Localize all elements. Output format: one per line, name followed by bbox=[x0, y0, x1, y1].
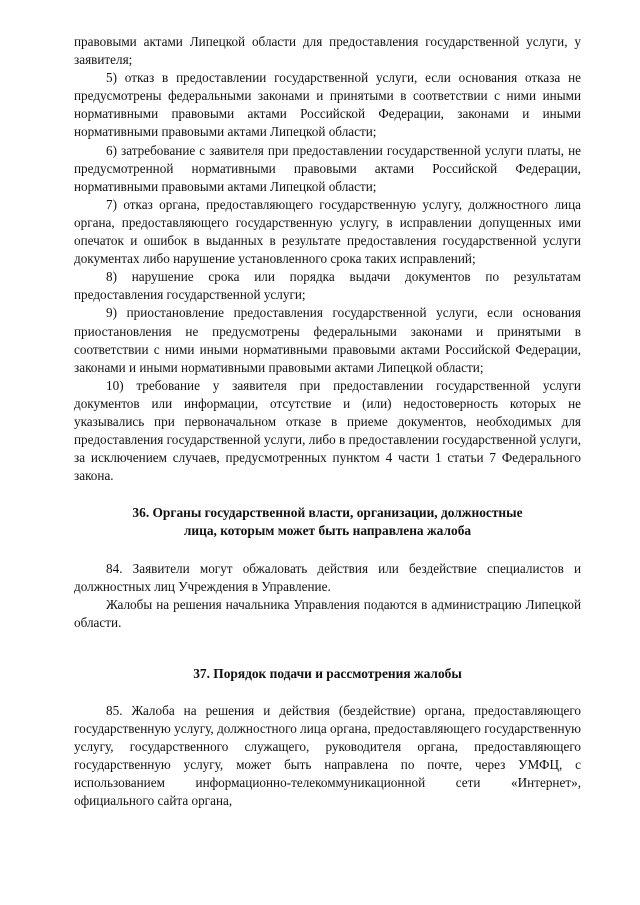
section-36-heading bbox=[74, 504, 581, 540]
paragraph-item-10: 10) требование у заявителя при предоставлении государственной услуги документов или информации, отсутствие и (или) недостоверность которых не указывались при первоначальном отказе в приеме документов, необходимых для предоставления государственной услуги, либо в предоставлении государственной услуги, за исключением случаев, предусмотренных пунктом 4 части 1 статьи 7 Федерального закона. bbox=[74, 377, 581, 484]
paragraph-item-9: 9) приостановление предоставления государственной услуги, если основания приостановления не предусмотрены федеральными законами и принятыми в соответствии с ними иными нормативными правовыми актами Российской Федерации, законами и иными нормативными правовыми актами Липецкой области; bbox=[74, 305, 581, 375]
paragraph-item-5: 5) отказ в предоставлении государственной услуги, если основания отказа не предусмотрены федеральными законами и принятыми в соответствии с ними иными нормативными правовыми актами Российской Федерации, законами и иными нормативными правовыми актами Липецкой области; bbox=[74, 70, 581, 140]
paragraph-item-8: 8) нарушение срока или порядка выдачи документов по результатам предоставления государственной услуги; bbox=[74, 269, 581, 303]
section-37-heading: 37. Порядок подачи и рассмотрения жалобы bbox=[193, 665, 462, 681]
section-36-title-line2: лица, которым может быть направлена жалоба bbox=[183, 523, 472, 539]
paragraph-item-7: 7) отказ органа, предоставляющего государственную услугу, должностного лица органа, предоставляющего государственную услугу, в исправлении допущенных ими опечаток и ошибок в выданных в результате предоставления государственной услуги документах либо нарушение установленного срока таких исправлений; bbox=[74, 196, 581, 267]
paragraph-item-6: 6) затребование с заявителя при предоставлении государственной услуги платы, не предусмотренной нормативными правовыми актами Российской Федерации, нормативными правовыми актами Липецкой области; bbox=[74, 142, 581, 194]
paragraph-84: 84. Заявители могут обжаловать действия или бездействие специалистов и должностных лиц Учреждения в Управление. bbox=[74, 560, 581, 594]
document-page bbox=[74, 33, 581, 811]
paragraph-complaints: Жалобы на решения начальника Управления подаются в администрацию Липецкой области. bbox=[74, 596, 581, 630]
section-36-title-line1: 36. Органы государственной власти, организации, должностные bbox=[132, 505, 523, 521]
paragraph-85: 85. Жалоба на решения и действия (бездействие) органа, предоставляющего государственную услугу, должностного лица органа, предоставляющего государственную услугу, государственного служащего, руководителя органа, предоставляющего государственную услугу, может быть направлена по почте, через УМФЦ, с использованием информационно-телекоммуникационной сети «Интернет», официального сайта органа, bbox=[74, 703, 581, 809]
paragraph-continuation: правовыми актами Липецкой области для предоставления государственной услуги, у заявителя; bbox=[74, 34, 581, 68]
